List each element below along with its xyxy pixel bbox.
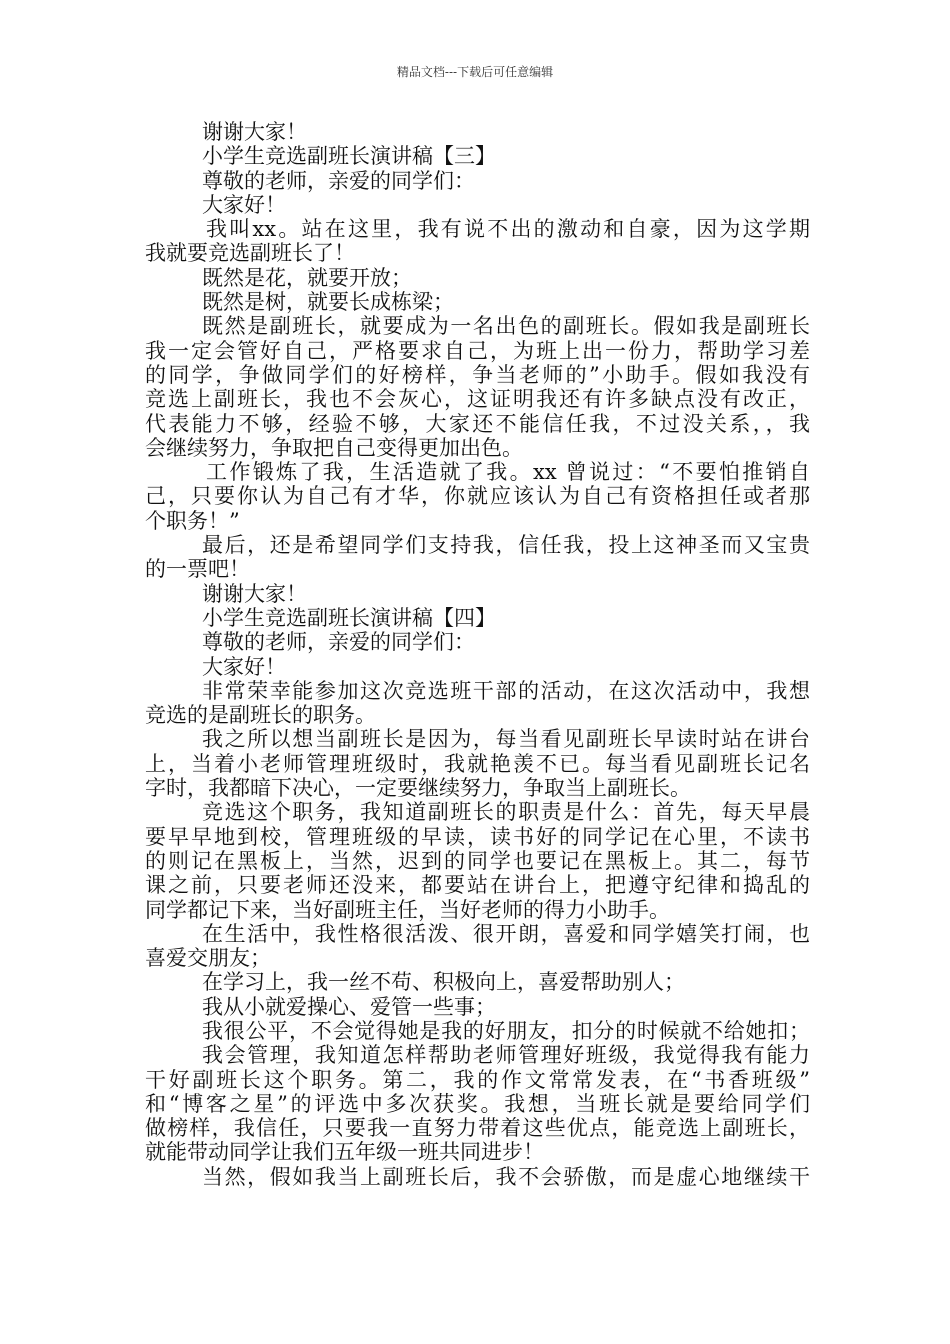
text-line: 在生活中，我性格很活泼、很开朗，喜爱和同学嬉笑打闹，也 [202,921,810,946]
text-line: 竞选这个职务，我知道副班长的职责是什么：首先，每天早晨 [202,800,810,825]
text-line: 我就要竞选副班长了！ [145,241,355,266]
text-line: 代表能力不够，经验不够，大家还不能信任我，不过没关系，，我 [145,411,810,436]
text-line: 工作锻炼了我，生活造就了我。xx 曾说过：“不要怕推销自 [206,460,810,485]
text-line: 的一票吧！ [145,557,250,582]
text-line: 尊敬的老师，亲爱的同学们： [202,630,475,655]
text-line: 的同学，争做同学们的好榜样，争当老师的”小助手。假如我没有 [145,362,810,387]
text-line: 小学生竞选副班长演讲稿【四】 [202,605,496,630]
text-line: 就能带动同学让我们五年级一班共同进步！ [145,1140,544,1165]
text-line: 当然，假如我当上副班长后，我不会骄傲，而是虚心地继续干 [202,1164,810,1189]
text-line: 竞选上副班长，我也不会灰心，这证明我还有许多缺点没有改正， [145,387,810,412]
text-line: 我很公平，不会觉得她是我的好朋友，扣分的时候就不给她扣； [202,1018,810,1043]
page-header: 精品文档---下载后可任意编辑 [396,65,554,79]
document-body [145,120,810,1189]
text-line: 己，只要你认为自己有才华，你就应该认为自己有资格担任或者那 [145,484,810,509]
text-line: 我一定会管好自己，严格要求自己，为班上出一份力，帮助学习差 [145,338,810,363]
text-line: 我叫xx。站在这里，我有说不出的激动和自豪，因为这学期 [206,217,810,242]
text-line: 竞选的是副班长的职务。 [145,703,376,728]
text-line: 个职务！” [145,508,240,533]
text-line: 的则记在黑板上，当然，迟到的同学也要记在黑板上。其二，每节 [145,848,810,873]
text-line: 干好副班长这个职务。第二，我的作文常常发表，在“书香班级” [145,1067,810,1092]
text-line: 我之所以想当副班长是因为，每当看见副班长早读时站在讲台 [202,727,810,752]
text-line: 上，当着小老师管理班级时，我就艳羡不已。每当看见副班长记名 [145,751,810,776]
text-line: 课之前，只要老师还没来，都要站在讲台上，把遵守纪律和捣乱的 [145,873,810,898]
text-line: 字时，我都暗下决心，一定要继续努力，争取当上副班长。 [145,776,691,801]
text-line: 大家好！ [202,192,286,217]
text-line: 喜爱交朋友； [145,946,271,971]
text-line: 我从小就爱操心、爱管一些事； [202,994,496,1019]
text-line: 在学习上，我一丝不苟、积极向上，喜爱帮助别人； [202,970,685,995]
text-line: 和“博客之星”的评选中多次获奖。我想，当班长就是要给同学们 [145,1091,810,1116]
text-line: 既然是花，就要开放； [202,265,412,290]
text-line: 谢谢大家！ [202,120,307,144]
text-line: 既然是副班长，就要成为一名出色的副班长。假如我是副班长 [202,314,810,339]
text-line: 做榜样，我信任，只要我一直努力带着这些优点，能竞选上副班长， [145,1116,810,1141]
text-line: 尊敬的老师，亲爱的同学们： [202,168,475,193]
text-line: 要早早地到校，管理班级的早读，读书好的同学记在心里，不读书 [145,824,810,849]
text-line: 会继续努力，争取把自己变得更加出色。 [145,435,523,460]
text-line: 既然是树，就要长成栋梁； [202,290,454,315]
text-line: 非常荣幸能参加这次竞选班干部的活动，在这次活动中，我想 [202,678,810,703]
text-line: 谢谢大家！ [202,581,307,606]
text-line: 同学都记下来，当好副班主任，当好老师的得力小助手。 [145,897,670,922]
text-line: 大家好！ [202,654,286,679]
text-line: 最后，还是希望同学们支持我，信任我，投上这神圣而又宝贵 [202,533,810,558]
text-line: 我会管理，我知道怎样帮助老师管理好班级，我觉得我有能力 [202,1043,810,1068]
text-line: 小学生竞选副班长演讲稿【三】 [202,144,496,169]
